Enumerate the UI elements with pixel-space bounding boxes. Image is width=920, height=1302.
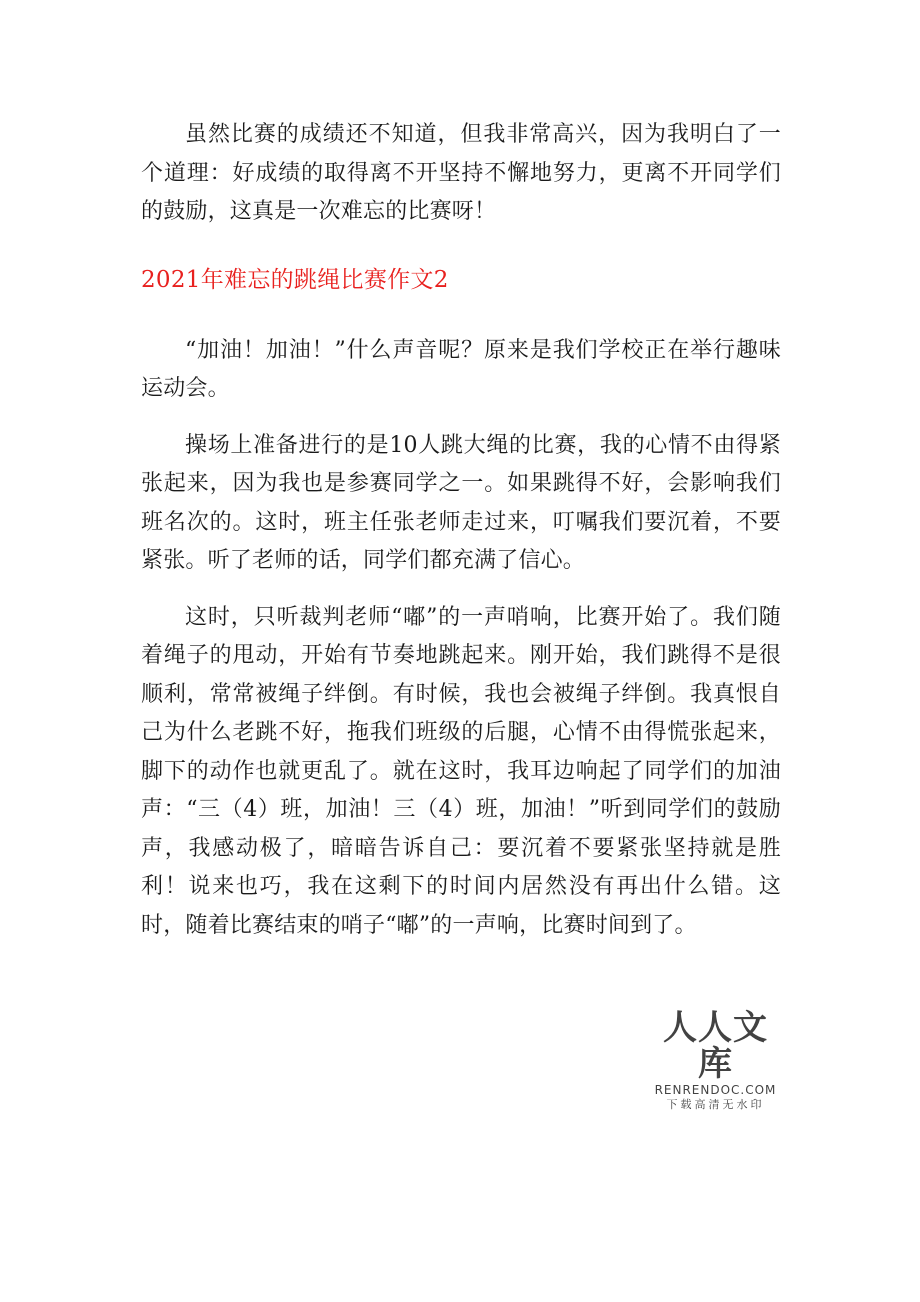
paragraph-1: 虽然比赛的成绩还不知道，但我非常高兴，因为我明白了一个道理：好成绩的取得离不开坚持不懈地努力，更离不开同学们的鼓励，这真是一次难忘的比赛呀！ xyxy=(141,122,781,224)
watermark xyxy=(648,1008,783,1111)
watermark-logo: 人人文库 xyxy=(663,1008,768,1084)
document-page xyxy=(141,116,781,963)
paragraph-3: 操场上准备进行的是10人跳大绳的比赛，我的心情不由得紧张起来，因为我也是参赛同学之一。如果跳得不好，会影响我们班名次的。这时，班主任张老师走过来，叮嘱我们要沉着，不要紧张。听了老师的话，同学们都充满了信心。 xyxy=(141,432,781,573)
paragraph-4: 这时，只听裁判老师“嘟”的一声哨响，比赛开始了。我们随着绳子的甩动，开始有节奏地跳起来。刚开始，我们跳得不是很顺利，常常被绳子绊倒。有时候，我也会被绳子绊倒。我真恨自己为什么老跳不好，拖我们班级的后腿，心情不由得慌张起来，脚下的动作也就更乱了。就在这时，我耳边响起了同学们的加油声：“三（4）班，加油！三（4）班，加油！”听到同学们的鼓励声，我感动极了，暗暗告诉自己：要沉着不要紧张坚持就是胜利！说来也巧，我在这剩下的时间内居然没有再出什么错。这时，随着比赛结束的哨子“嘟”的一声响，比赛时间到了。 xyxy=(141,604,781,938)
watermark-subtitle: 下载高清无水印 xyxy=(666,1098,765,1111)
section-heading: 2021年难忘的跳绳比赛作文2 xyxy=(141,266,449,293)
paragraph-2: “加油！加油！”什么声音呢？原来是我们学校正在举行趣味运动会。 xyxy=(141,337,781,401)
watermark-url: RENRENDOC.COM xyxy=(654,1083,777,1097)
